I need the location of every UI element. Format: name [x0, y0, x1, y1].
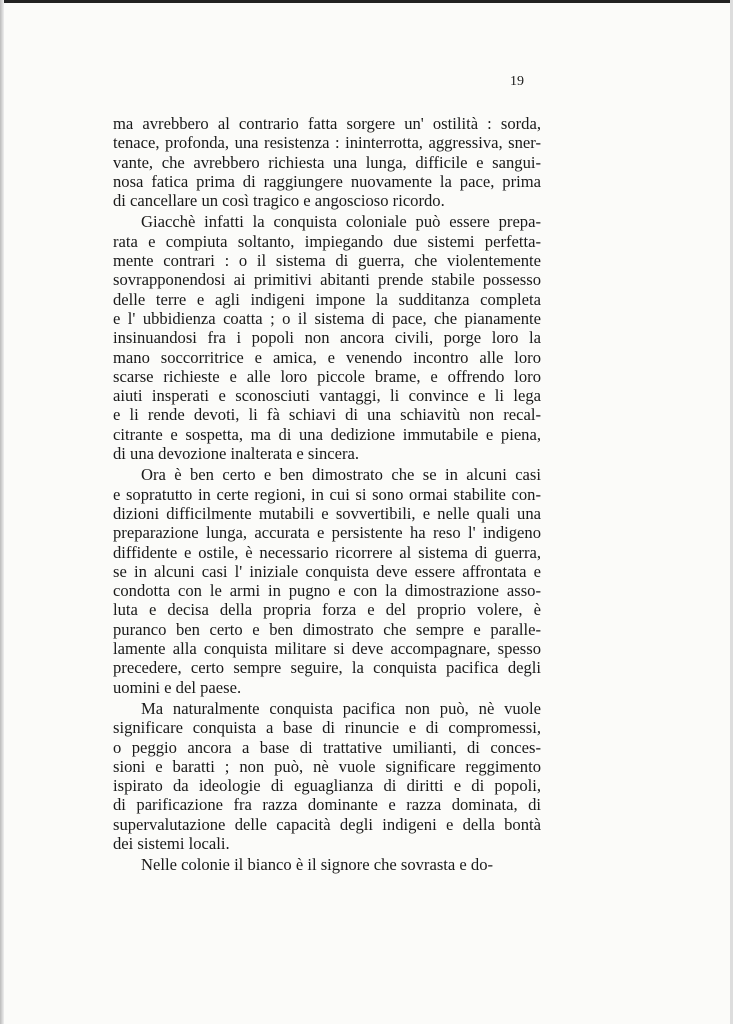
text-line: dei sistemi locali.	[113, 833, 230, 853]
page-body-text	[113, 114, 541, 877]
text-line: e l' ubbidienza coatta ; o il sistema di pace, che pianamente	[113, 308, 541, 328]
paragraph	[113, 465, 541, 697]
text-line: sioni e baratti ; non può, nè vuole significare reggimento	[113, 756, 541, 776]
text-line: diffidente e ostile, è necessario ricorrere al sistema di guerra,	[113, 542, 541, 562]
text-line: delle terre e agli indigeni impone la sudditanza completa	[113, 289, 541, 309]
scan-left-edge	[0, 0, 4, 1024]
text-line: o peggio ancora a base di trattative umilianti, di conces-	[113, 737, 541, 757]
text-line: e li rende devoti, li fà schiavi di una schiavitù non recal-	[113, 405, 541, 425]
text-line: Giacchè infatti la conquista coloniale può essere prepa-	[141, 212, 541, 232]
text-line: supervalutazione delle capacità degli indigeni e della bontà	[113, 814, 541, 834]
text-line: aiuti insperati e sconosciuti vantaggi, li convince e li lega	[113, 386, 541, 406]
text-line: di cancellare un così tragico e angoscioso ricordo.	[113, 191, 445, 211]
text-line: nosa fatica prima di raggiungere nuovamente la pace, prima	[113, 171, 541, 191]
text-line: Ora è ben certo e ben dimostrato che se in alcuni casi	[141, 465, 541, 485]
text-line: luta e decisa della propria forza e del proprio volere, è	[113, 600, 541, 620]
text-line: dizioni difficilmente mutabili e sovvertibili, e nelle quali una	[113, 503, 541, 523]
text-line: precedere, certo sempre seguire, la conquista pacifica degli	[113, 658, 541, 678]
text-line: uomini e del paese.	[113, 677, 242, 697]
paragraph	[113, 855, 541, 874]
text-line: rata e compiuta soltanto, impiegando due sistemi perfetta-	[113, 231, 541, 251]
text-line: mano soccorritrice e amica, e venendo incontro alle loro	[113, 347, 541, 367]
text-line: di una devozione inalterata e sincera.	[113, 444, 360, 464]
scan-top-edge	[0, 0, 733, 3]
paragraph	[113, 114, 541, 210]
text-line: Nelle colonie il bianco è il signore che sovrasta e do-	[141, 855, 494, 875]
text-line: ispirato da ideologie di eguaglianza di diritti e di popoli,	[113, 776, 541, 796]
text-line: vante, che avrebbero richiesta una lunga, difficile e sangui-	[113, 152, 541, 172]
text-line: insinuandosi fra i popoli non ancora civili, porge loro la	[113, 328, 541, 348]
text-line: scarse richieste e alle loro piccole brame, e offrendo loro	[113, 366, 541, 386]
page-number: 19	[510, 74, 524, 89]
text-line: se in alcuni casi l' iniziale conquista deve essere affrontata e	[113, 561, 541, 581]
text-line: citrante e sospetta, ma di una dedizione immutabile e piena,	[113, 424, 541, 444]
text-line: mente contrari : o il sistema di guerra, che violentemente	[113, 251, 541, 271]
text-line: tenace, profonda, una resistenza : ininterrotta, aggressiva, sner-	[113, 133, 541, 153]
text-line: e sopratutto in certe regioni, in cui si sono ormai stabilite con-	[113, 484, 541, 504]
text-line: preparazione lunga, accurata e persistente ha reso l' indigeno	[113, 523, 541, 543]
paragraph	[113, 212, 541, 463]
text-line: condotta con le armi in pugno e con la dimostrazione asso-	[113, 581, 541, 601]
text-line: lamente alla conquista militare si deve accompagnare, spesso	[113, 639, 541, 659]
text-line: puranco ben certo e ben dimostrato che sempre e paralle-	[113, 619, 541, 639]
text-line: significare conquista a base di rinuncie e di compromessi,	[113, 718, 541, 738]
text-line: sovrapponendosi ai primitivi abitanti prende stabile possesso	[113, 270, 541, 290]
text-line: Ma naturalmente conquista pacifica non può, nè vuole	[141, 698, 541, 718]
text-line: ma avrebbero al contrario fatta sorgere un' ostilità : sorda,	[113, 114, 541, 133]
paragraph	[113, 699, 541, 853]
text-line: di parificazione fra razza dominante e razza dominata, di	[113, 795, 541, 815]
